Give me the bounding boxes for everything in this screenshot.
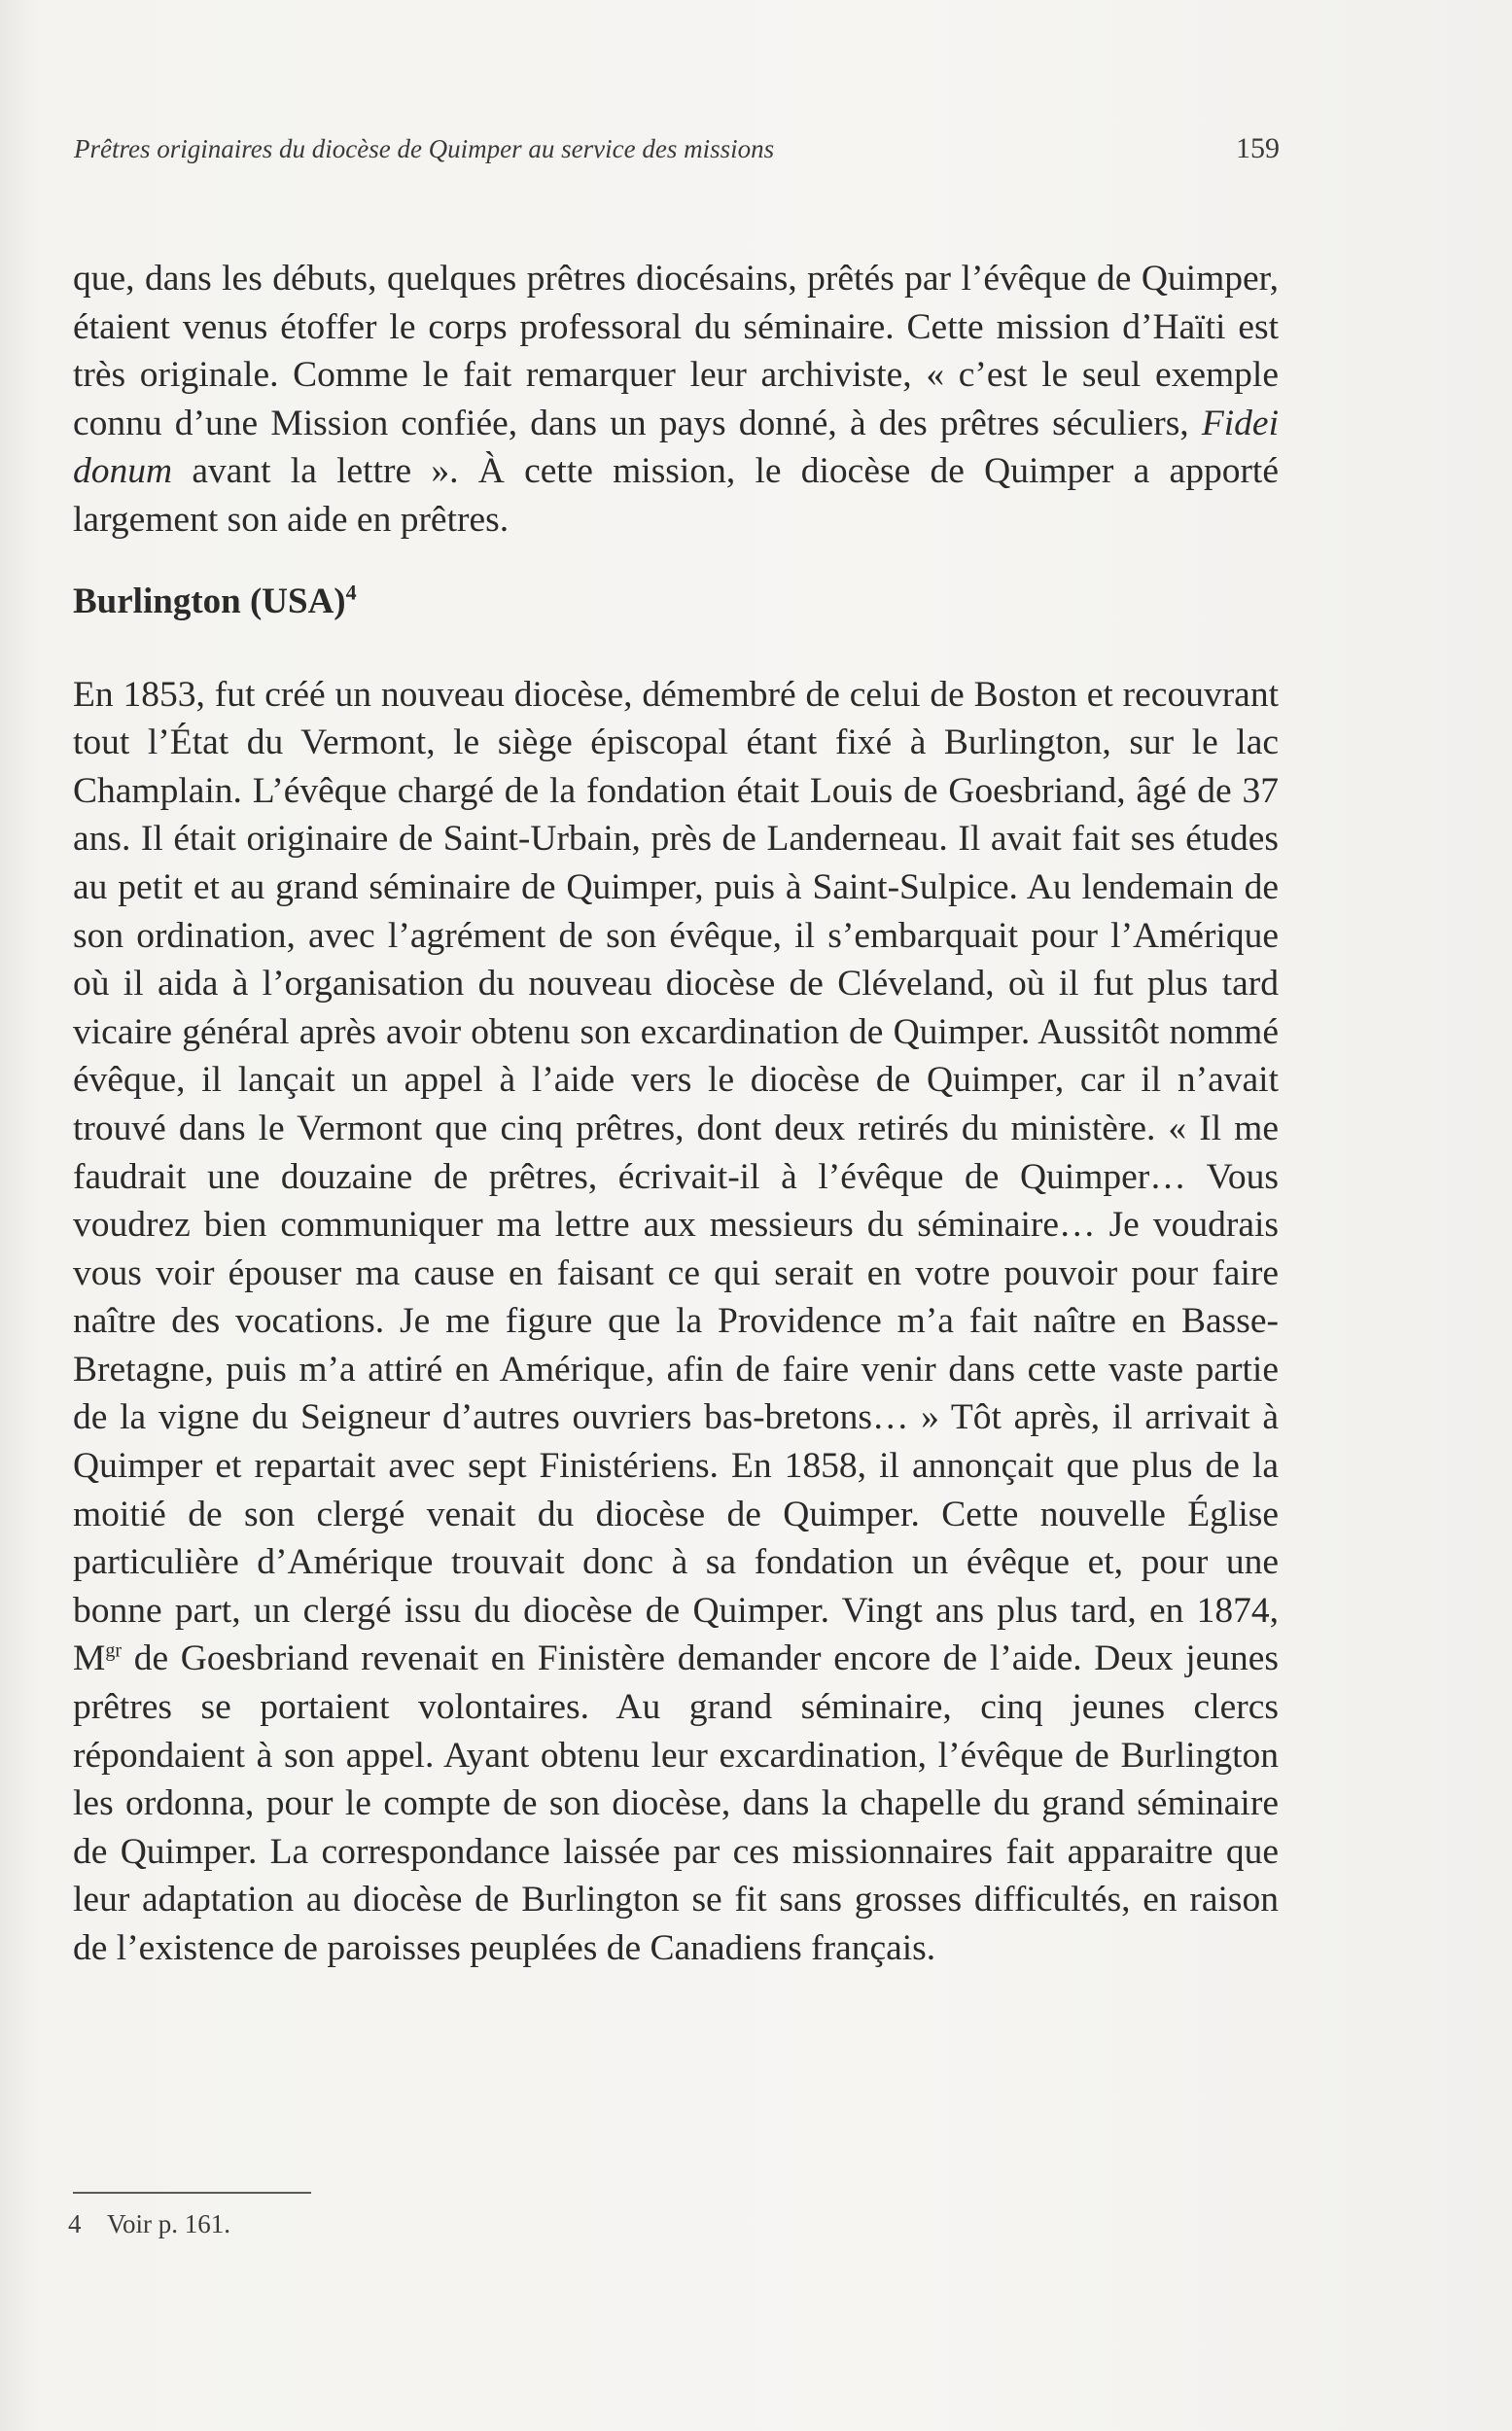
main-text — [73, 255, 1279, 1973]
italic-term: Fidei donum — [73, 403, 1279, 492]
paragraph-burlington — [73, 671, 1279, 1973]
paragraph-text: avant la lettre ». À cette mission, le diocèse de Quimper a apporté largement son aide en prêtres. — [73, 451, 1279, 540]
section-title: Burlington (USA) — [73, 581, 346, 621]
footnote — [68, 2209, 230, 2239]
footnote-divider — [73, 2192, 311, 2194]
running-head — [74, 128, 1280, 177]
paragraph-text: En 1853, fut créé un nouveau diocèse, démembré de celui de Boston et recouvrant tout l’État du Vermont, le siège épiscopal étant fixé à Burlington, sur le lac Champlain. L’évêque chargé de la fondation était Louis de Goesbriand, âgé de 37 ans. Il était originaire de Saint-Urbain, près de Landerneau. Il avait fait ses études au petit et au grand séminaire de Quimper, puis à Saint-Sulpice. Au lendemain de son ordination, avec l’agrément de son évêque, il s’embarquait pour l’Amérique où il aida à l’organisation du nouveau diocèse de Cléveland, où il fut plus tard vicaire général après avoir obtenu son excardination de Quimper. Aussitôt nommé évêque, il lançait un appel à l’aide vers le diocèse de Quimper, car il n’avait trouvé dans le Vermont que cinq prêtres, dont deux retirés du ministère. « Il me faudrait une douzaine de prêtres, écrivait-il à l’évêque de Quimper… Vous voudrez bien communiquer ma lettre aux messieurs du séminaire… Je voudrais vous voir épouser ma cause en faisant ce qui serait en votre pouvoir pour faire naître des vocations. Je me figure que la Providence m’a fait naître en Basse-Bretagne, puis m’a attiré en Amérique, afin de faire venir dans cette vaste partie de la vigne du Seigneur d’autres ouvriers bas-bretons… » Tôt après, il arrivait à Quimper et repartait avec sept Finistériens. En 1858, il annonçait que plus de la moitié de son clergé venait du diocèse de Quimper. Cette nouvelle Église particulière d’Amérique trouvait donc à sa fondation un évêque et, pour une bonne part, un clergé issu du diocèse de Quimper. Vingt ans plus tard, en 1874, M — [73, 674, 1279, 1679]
page-number: 159 — [1236, 132, 1280, 164]
section-heading — [73, 578, 1279, 626]
paragraph-haiti-mission — [73, 255, 1279, 545]
footnote-text: Voir p. 161. — [107, 2209, 231, 2238]
footnote-reference: 4 — [345, 580, 357, 605]
footnote-number: 4 — [68, 2209, 82, 2238]
abbreviation-superscript: gr — [105, 1639, 123, 1662]
paragraph-text: que, dans les débuts, quelques prêtres diocésains, prêtés par l’évêque de Quimper, étaient venus étoffer le corps professoral du séminaire. Cette mission d’Haïti est très originale. Comme le fait remarquer leur archiviste, « c’est le seul exemple connu d’une Mission confiée, dans un pays donné, à des prêtres séculiers, — [73, 259, 1279, 443]
running-title: Prêtres originaires du diocèse de Quimper au service des missions — [74, 134, 775, 163]
paragraph-text: de Goesbriand revenait en Finistère demander encore de l’aide. Deux jeunes prêtres se portaient volontaires. Au grand séminaire, cinq jeunes clercs répondaient à son appel. Ayant obtenu leur excardination, l’évêque de Burlington les ordonna, pour le compte de son diocèse, dans la chapelle du grand séminaire de Quimper. La correspondance laissée par ces missionnaires fait apparaitre que leur adaptation au diocèse de Burlington se fit sans grosses difficultés, en raison de l’existence de paroisses peuplées de Canadiens français. — [73, 1638, 1279, 1968]
